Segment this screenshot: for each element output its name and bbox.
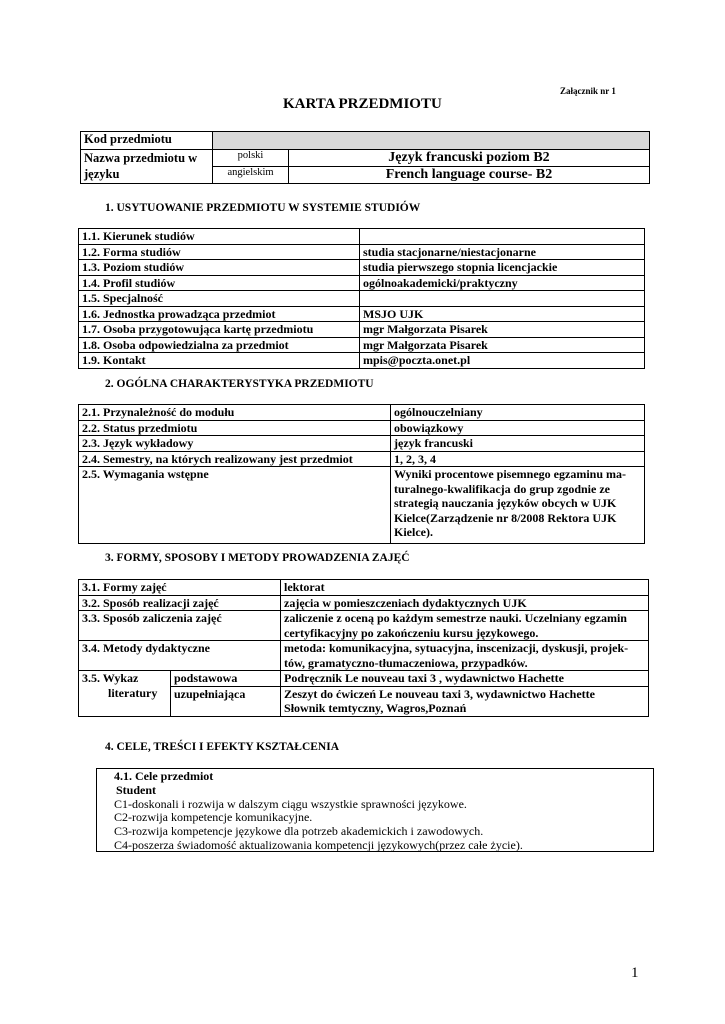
s1-row-value: mpis@poczta.onet.pl xyxy=(360,353,645,369)
course-name-table xyxy=(80,131,650,184)
methods-line: metoda: komunikacyjna, sytuacyjna, inscenizacji, dyskusji, projek- xyxy=(284,641,629,655)
course-name-pl: Język francuski poziom B2 xyxy=(289,150,650,167)
s3-forms-label: 3.1. Formy zajęć xyxy=(79,580,281,596)
section-3-table xyxy=(78,579,649,717)
prereq-line: Kielce(Zarządzenie nr 8/2008 Rektora UJK xyxy=(394,510,617,525)
section-1-table xyxy=(78,228,645,369)
s3-methods-value xyxy=(281,641,649,671)
s1-row-label: 1.1. Kierunek studiów xyxy=(79,229,360,245)
s1-row-label: 1.9. Kontakt xyxy=(79,353,360,369)
s2-row-label: 2.1. Przynależność do modułu xyxy=(79,405,391,421)
s1-row-label: 1.3. Poziom studiów xyxy=(79,260,360,276)
assessment-line: certyfikacyjny po zakończeniu kursu językowego. xyxy=(284,625,539,640)
goals-subheading: 4.1. Cele przedmiot xyxy=(114,769,214,783)
section-4-heading: 4. CELE, TREŚCI I EFEKTY KSZTAŁCENIA xyxy=(105,741,340,753)
prereq-line: turalnego-kwalifikacja do grup zgodnie ze xyxy=(394,481,610,496)
student-label: Student xyxy=(116,782,157,797)
course-code-value xyxy=(213,132,650,150)
s3-assessment-value xyxy=(281,611,649,641)
s1-row-value: studia stacjonarne/niestacjonarne xyxy=(360,244,645,260)
assessment-line: zaliczenie z oceną po każdym semestrze nauki. Uczelniany egzamin xyxy=(284,611,627,625)
s1-row-label: 1.6. Jednostka prowadząca przedmiot xyxy=(79,306,360,322)
section-2-heading: 2. OGÓLNA CHARAKTERYSTYKA PRZEDMIOTU xyxy=(105,378,374,390)
s2-row-value: obowiązkowy xyxy=(391,420,645,436)
prereq-line: Kielce). xyxy=(394,525,433,539)
s1-row-value: mgr Małgorzata Pisarek xyxy=(360,322,645,338)
s1-row-label: 1.5. Specjalność xyxy=(79,291,360,307)
s2-row-label: 2.5. Wymagania wstępne xyxy=(79,467,391,544)
course-name-label: Nazwa przedmiotu w języku xyxy=(81,150,213,184)
course-name-en: French language course- B2 xyxy=(289,167,650,184)
s2-row-label: 2.3. Język wykładowy xyxy=(79,436,391,452)
section-3-heading: 3. FORMY, SPOSOBY I METODY PROWADZENIA ZAJĘĆ xyxy=(105,552,410,564)
page-number: 1 xyxy=(631,965,639,981)
s1-row-value: ogólnoakademicki/praktyczny xyxy=(360,275,645,291)
s1-row-value: mgr Małgorzata Pisarek xyxy=(360,337,645,353)
s3-basic-label: podstawowa xyxy=(171,671,281,687)
section-2-table xyxy=(78,404,645,544)
s1-row-label: 1.8. Osoba odpowiedzialna za przedmiot xyxy=(79,337,360,353)
s3-extra-label: uzupełniająca xyxy=(171,686,281,716)
course-code-label: Kod przedmiotu xyxy=(81,132,213,150)
s1-row-label: 1.2. Forma studiów xyxy=(79,244,360,260)
s2-row-value: ogólnouczelniany xyxy=(391,405,645,421)
page-title: KARTA PRZEDMIOTU xyxy=(283,96,442,112)
s2-row-value: język francuski xyxy=(391,436,645,452)
s3-literature-label xyxy=(79,671,171,717)
methods-line: tów, gramatyczno-tłumaczeniowa, przypadków. xyxy=(284,655,528,670)
literature-label-line: literatury xyxy=(108,685,158,700)
s1-row-value: studia pierwszego stopnia licencjackie xyxy=(360,260,645,276)
goal-item: C1-doskonali i rozwija w dalszym ciągu wszystkie sprawności językowe. xyxy=(114,796,467,811)
s3-basic-value: Podręcznik Le nouveau taxi 3 , wydawnictwo Hachette xyxy=(281,671,649,687)
s3-assessment-label: 3.3. Sposób zaliczenia zajęć xyxy=(79,611,281,641)
prereq-line: Wyniki procentowe pisemnego egzaminu ma- xyxy=(394,467,626,481)
s1-row-value xyxy=(360,291,645,307)
s1-row-label: 1.4. Profil studiów xyxy=(79,275,360,291)
s2-row-label: 2.4. Semestry, na których realizowany jest przedmiot xyxy=(79,451,391,467)
s2-row-value: 1, 2, 3, 4 xyxy=(391,451,645,467)
goal-item: C2-rozwija kompetencje komunikacyjne. xyxy=(114,810,313,825)
goal-item: C3-rozwija kompetencje językowe dla potrzeb akademickich i zawodowych. xyxy=(114,824,484,839)
extra-literature-line: Słownik temtyczny, Wagros,Poznań xyxy=(284,701,467,715)
s3-realization-value: zajęcia w pomieszczeniach dydaktycznych UJK xyxy=(281,595,649,611)
s3-realization-label: 3.2. Sposób realizacji zajęć xyxy=(79,595,281,611)
s3-methods-label: 3.4. Metody dydaktyczne xyxy=(79,641,281,671)
prereq-line: strategią nauczania języków obcych w UJK xyxy=(394,496,617,510)
s1-row-value xyxy=(360,229,645,245)
s3-forms-value: lektorat xyxy=(281,580,649,596)
lang-pl-label: polski xyxy=(213,150,289,167)
s2-row-label: 2.2. Status przedmiotu xyxy=(79,420,391,436)
annex-label: Załącznik nr 1 xyxy=(560,86,616,96)
lang-en-label: angielskim xyxy=(213,167,289,184)
goal-item: C4-poszerza świadomość aktualizowania kompetencji językowych(przez całe życie). xyxy=(114,837,523,852)
section-1-heading: 1. USYTUOWANIE PRZEDMIOTU W SYSTEMIE STUDIÓW xyxy=(105,202,421,214)
s3-extra-value xyxy=(281,686,649,716)
extra-literature-line: Zeszyt do ćwiczeń Le nouveau taxi 3, wydawnictwo Hachette xyxy=(284,686,595,701)
literature-label-line: 3.5. Wykaz xyxy=(82,671,139,685)
s1-row-value: MSJO UJK xyxy=(360,306,645,322)
s1-row-label: 1.7. Osoba przygotowująca kartę przedmiotu xyxy=(79,322,360,338)
s2-prerequisites-value xyxy=(391,467,645,544)
section-4-box xyxy=(96,768,654,852)
